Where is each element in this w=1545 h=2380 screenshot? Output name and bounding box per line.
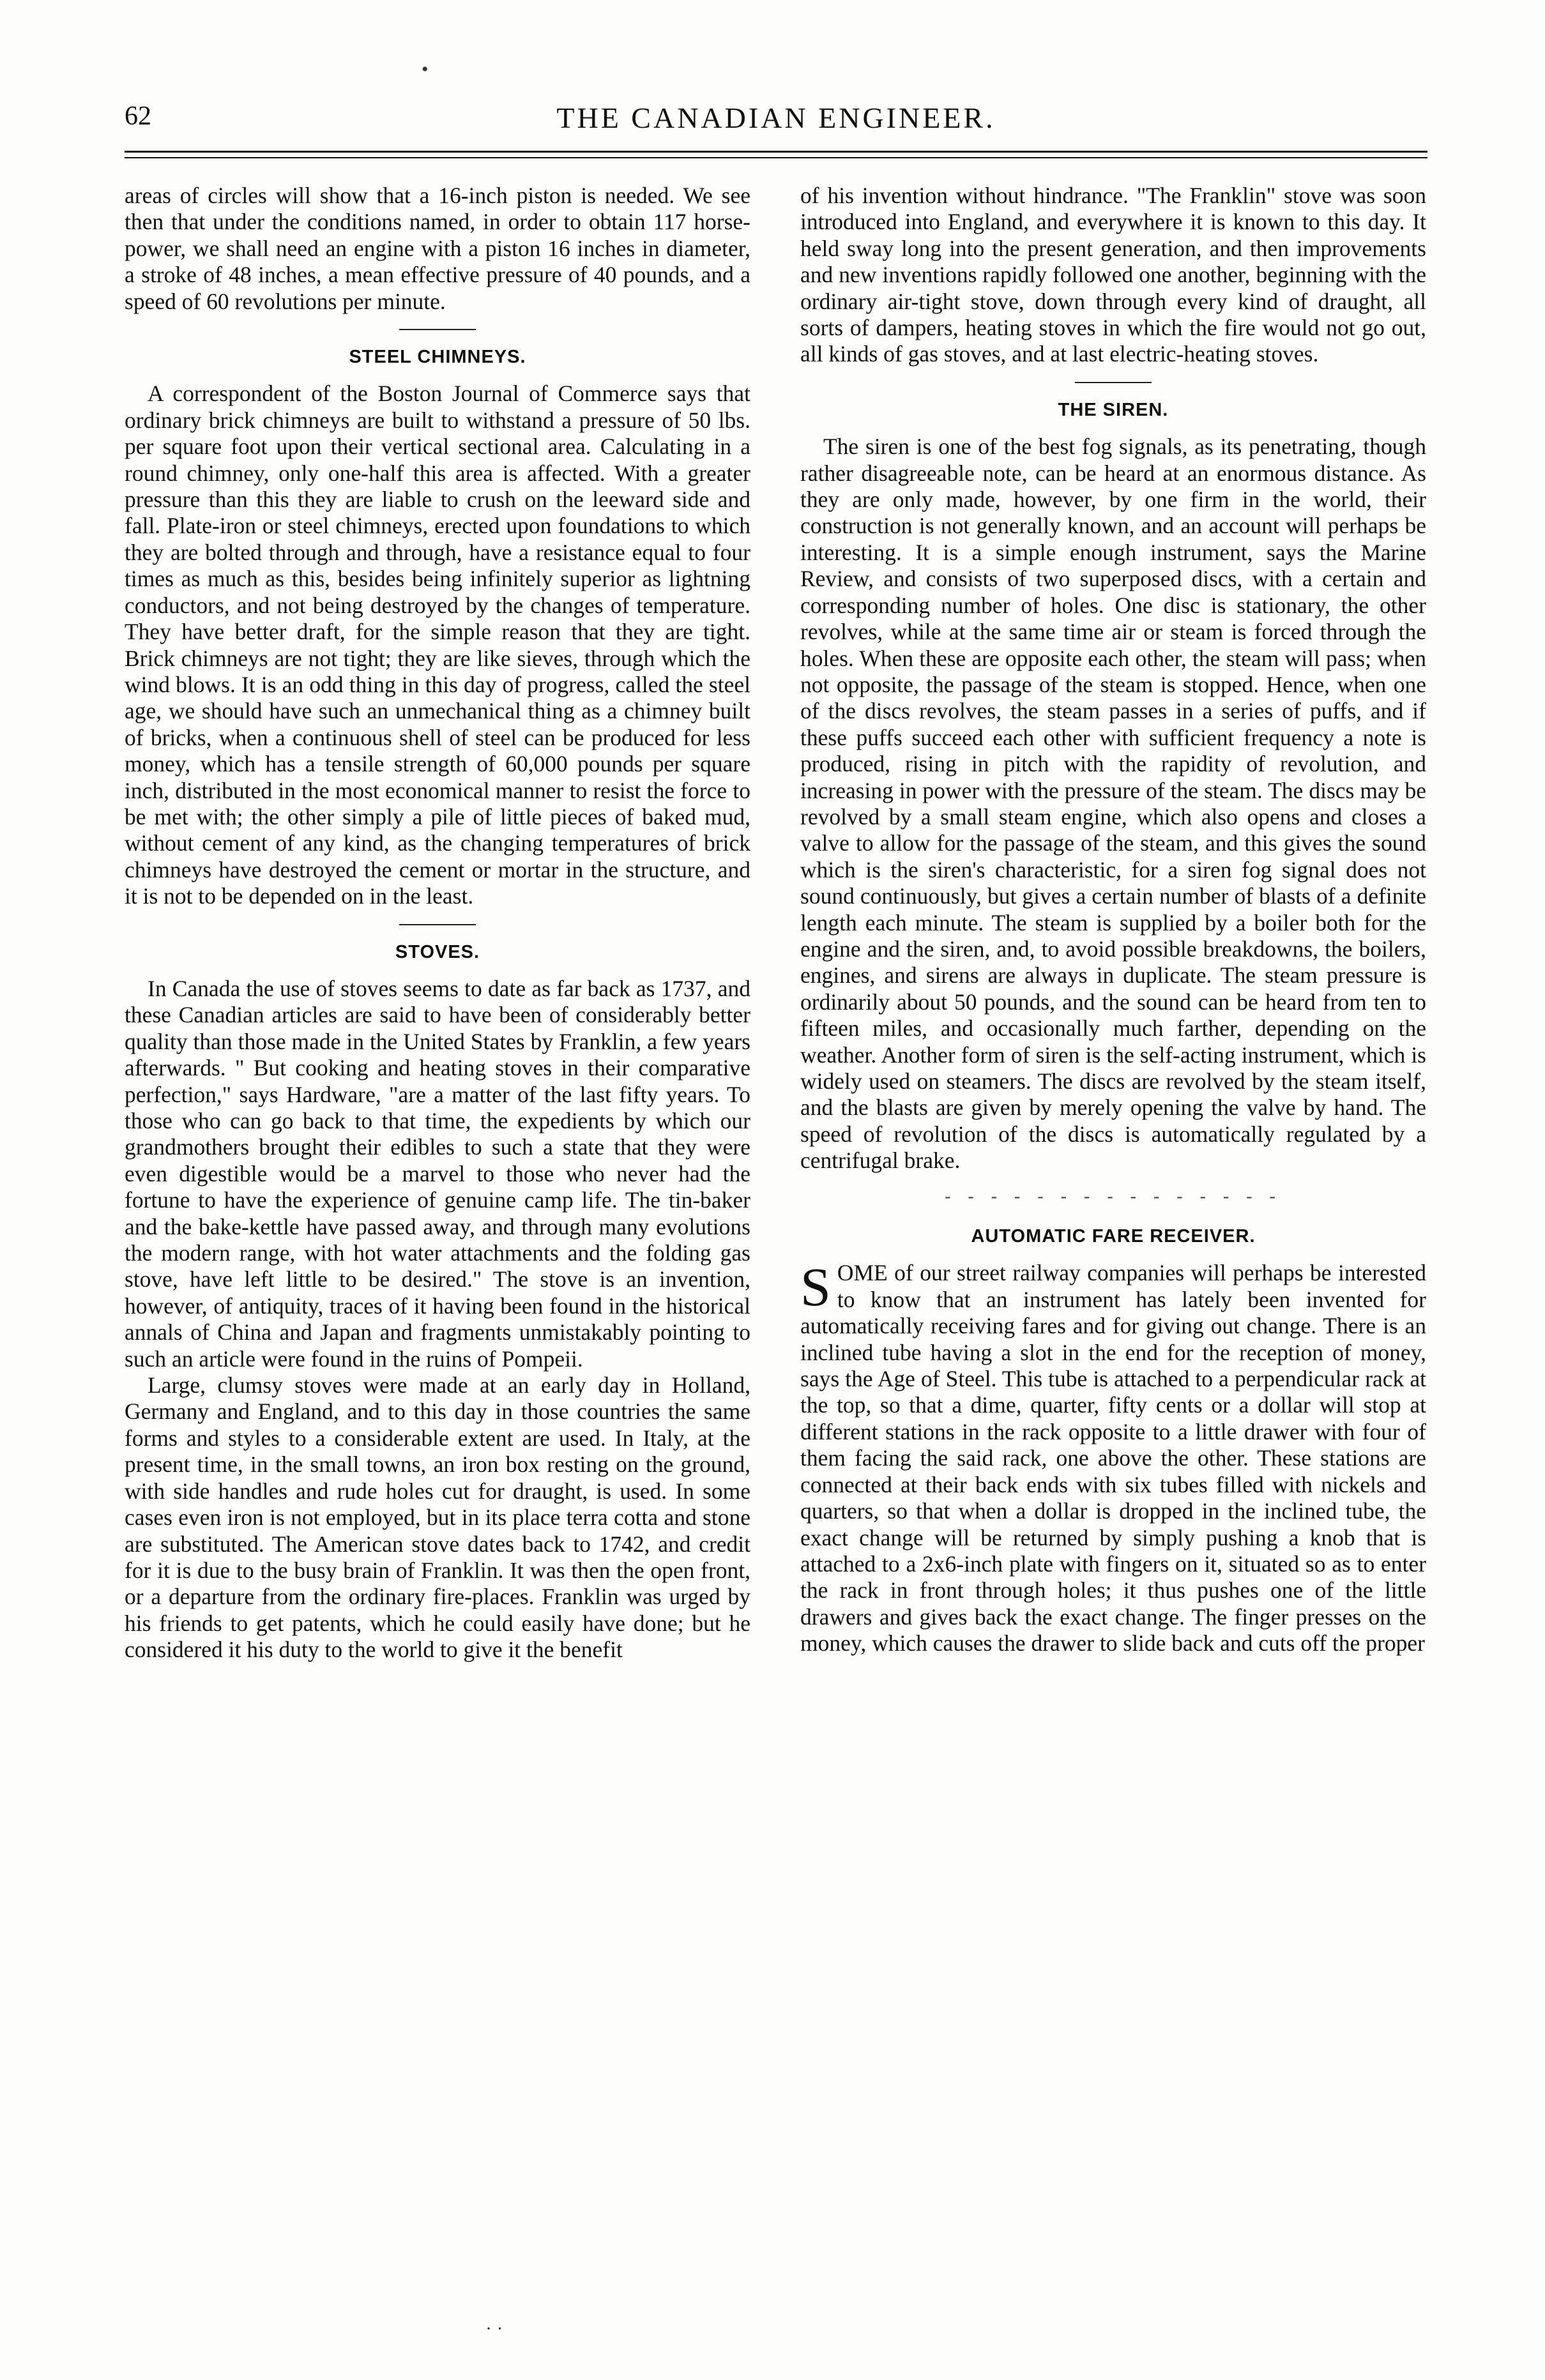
print-speck: · · xyxy=(485,2318,503,2339)
right-column xyxy=(800,183,1426,1657)
steel-chimneys-heading: STEEL CHIMNEYS. xyxy=(349,347,526,368)
section-divider-dashes: - - - - - - - - - - - - - - - xyxy=(945,1186,1282,1206)
fare-receiver-heading: AUTOMATIC FARE RECEIVER. xyxy=(971,1226,1256,1247)
header-rule-bottom xyxy=(125,157,1427,158)
left-column xyxy=(125,183,750,1664)
stoves-paragraph-1: In Canada the use of stoves seems to date as far back as 1737, and these Canadian articles are said to have been of considerably better quality than those made in the United States by Franklin, a few years afterwards. " But cooking and heating stoves in their comparative perfection," says Hardware, "are a matter of the last fifty years. To those who can go back to that time, the expedients by which our grandmothers brought their edibles to such a state that they were even digestible would be a marvel to those who never had the fortune to have the experience of genuine camp life. The tin-baker and the bake-kettle have passed away, and through many evolutions the modern range, with hot water attachments and the folding gas stove, have left little to be desired." The stove is an invention, however, of antiquity, traces of it having been found in the historical annals of China and Japan and fragments unmistakably pointing to such an article were found in the ruins of Pompeii. xyxy=(125,975,750,1372)
stoves-paragraph-2: Large, clumsy stoves were made at an early day in Holland, Germany and England, and to this day in those countries the same forms and styles to a considerable extent are used. In Italy, at the present time, in the small towns, an iron box resting on the ground, with side handles and rude holes cut for draught, is used. In some cases even iron is not employed, but in its place terra cotta and stone are substituted. The American stove dates back to 1742, and credit for it is due to the busy brain of Franklin. It was then the open front, or a departure from the ordinary fire-places. Franklin was urged by his friends to get patents, which he could easily have done; but he considered it his duty to the world to give it the benefit xyxy=(125,1372,750,1663)
steel-chimneys-paragraph: A correspondent of the Boston Journal of Commerce says that ordinary brick chimneys are built to withstand a pressure of 50 lbs. per square foot upon their vertical sectional area. Calculating in a round chimney, only one-half this area is affected. With a greater pressure than this they are liable to crush on the leeward side and fall. Plate-iron or steel chimneys, erected upon foundations to which they are bolted through and through, have a resistance equal to four times as much as this, besides being infinitely superior as lightning conductors, and not being destroyed by the changes of temperature. They have better draft, for the simple reason that they are tight. Brick chimneys are not tight; they are like sieves, through which the wind blows. It is an odd thing in this day of progress, called the steel age, we should have such an unmechanical thing as a chimney built of bricks, when a continuous shell of steel can be produced for less money, which has a tensile strength of 60,000 pounds per square inch, distributed in the most economical manner to resist the force to be met with; the other simply a pile of little pieces of baked mud, without cement of any kind, as the changing temperatures of brick chimneys have destroyed the cement or mortar in the structure, and it is not to be depended on in the least. xyxy=(125,381,750,909)
fare-receiver-paragraph xyxy=(800,1256,1426,1656)
journal-title: THE CANADIAN ENGINEER. xyxy=(556,102,996,134)
stoves-heading: STOVES. xyxy=(395,941,480,962)
drop-cap: S xyxy=(800,1256,831,1318)
siren-paragraph: The siren is one of the best fog signals, as its penetrating, though rather disagreeable note, can be heard at an enormous distance. As they are only made, however, by one firm in the world, their construction is not generally known, and an account will perhaps be interesting. It is a simple enough instrument, says the Marine Review, and consists of two superposed discs, with a certain and corresponding number of holes. One disc is stationary, the other revolves, while at the same time air or steam is forced through the holes. When these are opposite each other, the steam will pass; when not opposite, the passage of the steam is stopped. Hence, when one of the discs revolves, the steam passes in a series of puffs, and if these puffs succeed each other with sufficient frequency a note is produced, rising in pitch with the rapidity of revolution, and increasing in power with the pressure of the steam. The discs may be revolved by a small steam engine, which also opens and closes a valve to allow for the passage of the steam, and this gives the sound which is the siren's characteristic, for a siren fog signal does not sound continuously, but gives a certain number of blasts of a definite length each minute. The steam is supplied by a boiler both for the engine and the siren, and, to avoid possible breakdowns, the boilers, engines, and sirens are always in duplicate. The steam pressure is ordinarily about 50 pounds, and the sound can be heard from ten to fifteen miles, and occasionally much farther, depending on the weather. Another form of siren is the self-acting instrument, which is widely used on steamers. The discs are revolved by the steam itself, and the blasts are given by merely opening the valve by hand. The speed of revolution of the discs is automatically regulated by a centrifugal brake. xyxy=(800,434,1426,1174)
page-number: 62 xyxy=(125,102,151,131)
print-speck: • xyxy=(422,59,429,80)
fare-receiver-text: OME of our street railway companies will perhaps be interested to know that an instrument has lately been invented for automatically receiving fares and for giving out change. There is an inclined tube having a slot in the end for the reception of money, says the Age of Steel. This tube is attached to a perpendicular rack at the top, so that a dime, quarter, fifty cents or a dollar will stop at different stations in the rack opposite to a little drawer with four of them facing the said rack, one above the other. These stations are connected at their back ends with six tubes filled with nickels and quarters, so that when a dollar is dropped in the inclined tube, the exact change will be returned by simply pushing a knob that is attached to a 2x6-inch plate with fingers on it, situated so as to enter the rack in front through holes; it thus pushes one of the little drawers and gives back the exact change. The finger presses on the money, which causes the drawer to slide back and cuts off the proper xyxy=(800,1260,1426,1656)
siren-heading: THE SIREN. xyxy=(1058,399,1169,420)
page-header xyxy=(125,101,1427,146)
section-divider xyxy=(399,329,476,330)
header-rule-top xyxy=(125,151,1427,153)
section-divider xyxy=(1075,382,1152,383)
stoves-continued-paragraph: of his invention without hindrance. "The Franklin" stove was soon introduced into England, and everywhere it is known to this day. It held sway long into the present generation, and then improvements and new inventions rapidly followed one another, beginning with the ordinary air-tight stove, down through every kind of draught, all sorts of dampers, heating stoves in which the fire would not go out, all kinds of gas stoves, and at last electric-heating stoves. xyxy=(800,183,1426,367)
section-divider xyxy=(399,924,476,925)
intro-paragraph: areas of circles will show that a 16-inch piston is needed. We see then that under the conditions named, in order to obtain 117 horse-power, we shall need an engine with a piston 16 inches in diameter, a stroke of 48 inches, a mean effective pressure of 40 pounds, and a speed of 60 revolutions per minute. xyxy=(125,183,750,314)
